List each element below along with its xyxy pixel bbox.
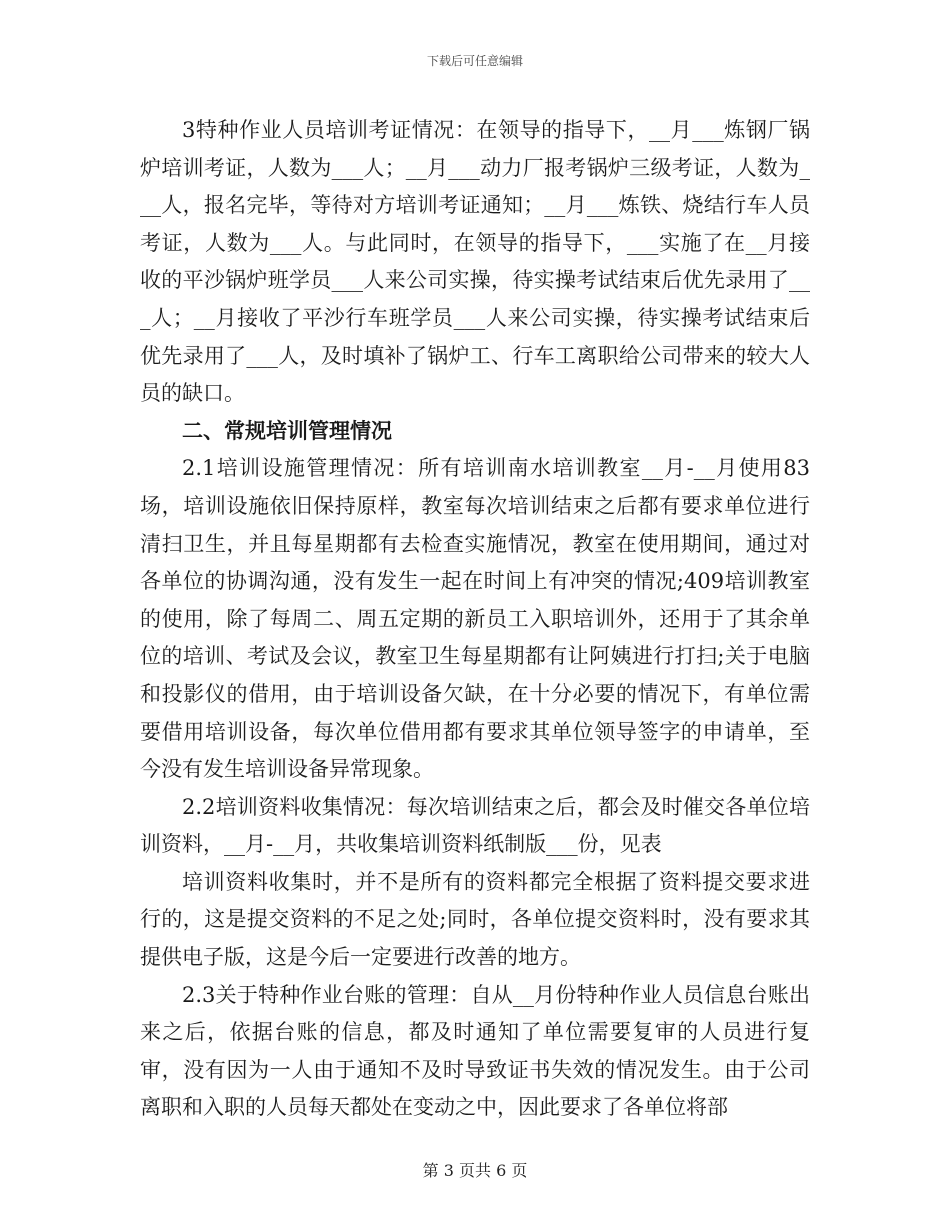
paragraph-training-materials: 2.2培训资料收集情况：每次培训结束之后，都会及时催交各单位培训资料，__月-__月，共收集培训资料纸制版___份，见表 [140, 794, 810, 857]
document-body [140, 112, 810, 1127]
section-heading-routine-training: 二、常规培训管理情况 [182, 418, 392, 443]
paragraph-materials-shortcomings: 培训资料收集时，并不是所有的资料都完全根据了资料提交要求进行的，这是提交资料的不足之处;同时，各单位提交资料时，没有要求其提供电子版，这是今后一定要进行改善的地方。 [140, 869, 810, 970]
paragraph-special-operations-ledger: 2.3关于特种作业台账的管理：自从__月份特种作业人员信息台账出来之后，依据台账的信息，都及时通知了单位需要复审的人员进行复审，没有因为一人由于通知不及时导致证书失效的情况发生。由于公司离职和入职的人员每天都处在变动之中，因此要求了各单位将部 [140, 982, 810, 1120]
page-header: 下载后可任意编辑 [426, 54, 523, 68]
paragraph-training-facilities: 2.1培训设施管理情况：所有培训南水培训教室__月-__月使用83场，培训设施依旧保持原样，教室每次培训结束之后都有要求单位进行清扫卫生，并且每星期都有去检查实施情况，教室在使用期间，通过对各单位的协调沟通，没有发生一起在时间上有冲突的情况;409培训教室的使用，除了每周二、周五定期的新员工入职培训外，还用于了其余单位的培训、考试及会议，教室卫生每星期都有让阿姨进行打扫;关于电脑和投影仪的借用，由于培训设备欠缺，在十分必要的情况下，有单位需要借用培训设备，每次单位借用都有要求其单位领导签字的申请单，至今没有发生培训设备异常现象。 [140, 456, 810, 782]
page-number: 第 3 页共 6 页 [422, 1161, 528, 1180]
paragraph-special-operations-certification: 3特种作业人员培训考证情况：在领导的指导下，__月___炼钢厂锅炉培训考证，人数为___人；__月___动力厂报考锅炉三级考证，人数为___人，报名完毕，等待对方培训考证通知；__月___炼铁、烧结行车人员考证，人数为___人。与此同时，在领导的指导下，___实施了在__月接收的平沙锅炉班学员___人来公司实操，待实操考试结束后优先录用了___人；__月接收了平沙行车班学员___人来公司实操，待实操考试结束后优先录用了___人，及时填补了锅炉工、行车工离职给公司带来的较大人员的缺口。 [140, 118, 810, 406]
